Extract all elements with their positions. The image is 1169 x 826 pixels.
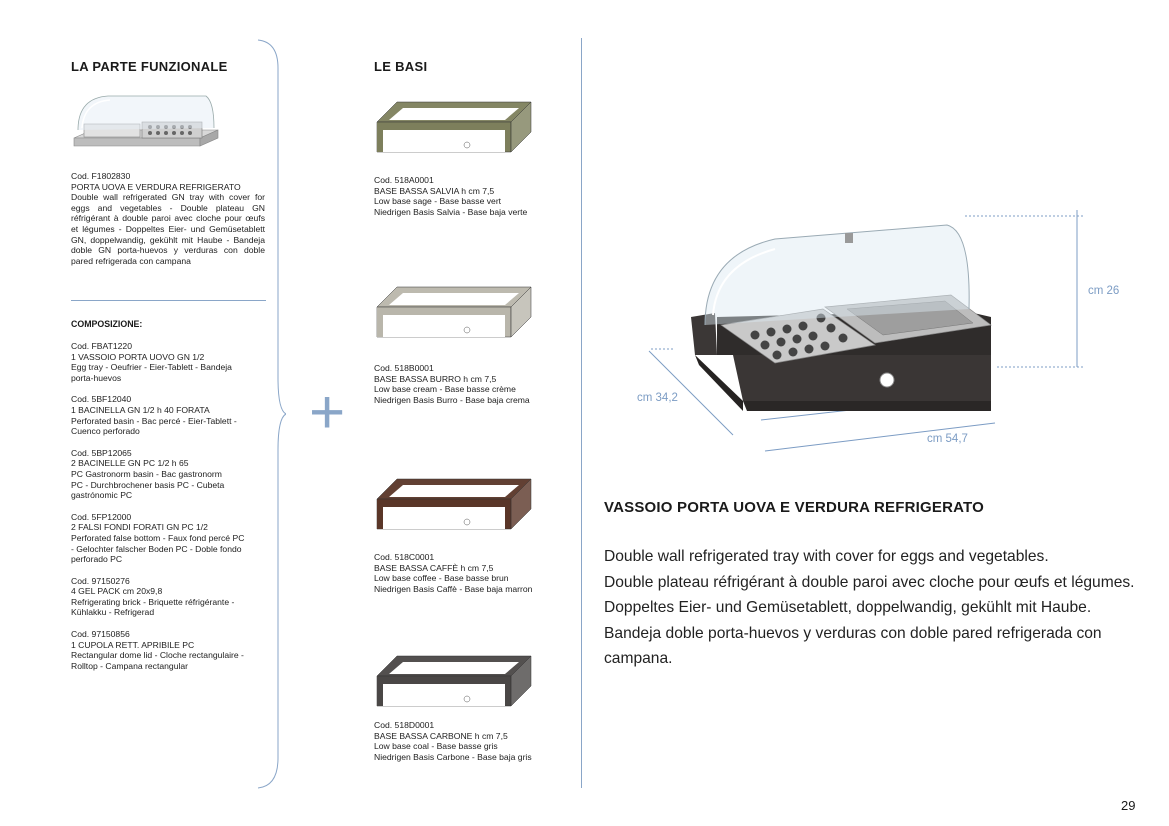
base-code: Cod. 518A0001: [374, 175, 434, 185]
product-name: PORTA UOVA E VERDURA REFRIGERATO: [71, 181, 241, 192]
component-code: Cod. 97150856: [71, 629, 130, 640]
base-image-salvia: [371, 100, 537, 162]
component-name: 2 BACINELLE GN PC 1/2 h 65: [71, 458, 189, 469]
component-item: [71, 448, 271, 501]
component-item: [71, 394, 271, 436]
base-name: BASE BASSA CARBONE h cm 7,5: [374, 730, 508, 741]
base-desc: Niedrigen Basis Burro - Base baja crema: [374, 394, 530, 405]
description-line: Doppeltes Eier- und Gemüsetablett, doppelwandig, gekühlt mit Haube.: [604, 599, 1092, 617]
plus-symbol: +: [309, 378, 346, 447]
base-frame-part: [389, 293, 519, 305]
component-name: 1 CUPOLA RETT. APRIBILE PC: [71, 639, 195, 650]
component-desc-line: porta-huevos: [71, 372, 122, 383]
base-image-burro: [371, 285, 537, 347]
component-code: Cod. 97150276: [71, 575, 130, 586]
base-image-caffe: [371, 477, 537, 539]
component-desc-line: Perforated false bottom - Faux fond percé PC: [71, 532, 245, 543]
base-desc: Low base cream - Base basse crème: [374, 384, 516, 395]
base-desc: Low base sage - Base basse vert: [374, 196, 502, 207]
component-desc-line: - Gelochter falscher Boden PC - Doble fondo: [71, 543, 242, 554]
base-frame-part: [383, 315, 505, 337]
base-frame-part: [389, 485, 519, 497]
description-line: Double wall refrigerated tray with cover for eggs and vegetables.: [604, 548, 1049, 565]
dimension-depth: cm 34,2: [637, 392, 678, 404]
base-desc: Niedrigen Basis Salvia - Base baja verte: [374, 206, 528, 217]
component-name: 2 FALSI FONDI FORATI GN PC 1/2: [71, 522, 208, 533]
page-number: 29: [1121, 798, 1136, 813]
base-item-carbone: [374, 720, 532, 762]
base-desc: Low base coal - Base basse gris: [374, 741, 498, 752]
base-image-carbone: [371, 654, 537, 716]
base-frame-part: [389, 108, 519, 120]
base-frame-part: [464, 142, 470, 148]
component-code: Cod. FBAT1220: [71, 341, 132, 351]
product-code: Cod. F1802830: [71, 171, 131, 181]
base-frame-part: [389, 662, 519, 674]
component-code: Cod. 5FP12000: [71, 511, 132, 522]
component-desc-line: PC - Durchbrochener basis PC - Cubeta: [71, 479, 225, 490]
base-frame-part: [383, 684, 505, 706]
component-item: [71, 512, 271, 565]
base-name: BASE BASSA BURRO h cm 7,5: [374, 373, 497, 384]
description-line: Bandeja doble porta-huevos y verduras con doble pared refrigerada con: [604, 624, 1102, 642]
component-desc-line: Perforated basin - Bac percé - Eier-Tablett -: [71, 415, 237, 426]
component-name: 4 GEL PACK cm 20x9,8: [71, 586, 163, 597]
component-name: 1 VASSOIO PORTA UOVO GN 1/2: [71, 351, 205, 362]
base-item-salvia: [374, 175, 527, 217]
component-desc-line: Kühlakku - Refrigerad: [71, 607, 155, 618]
base-desc: Low base coffee - Base basse brun: [374, 573, 509, 584]
base-item-caffe: [374, 552, 532, 594]
component-desc-line: Refrigerating brick - Briquette réfrigérante -: [71, 596, 235, 607]
component-desc-line: perforado PC: [71, 554, 123, 565]
main-product-title: VASSOIO PORTA UOVA E VERDURA REFRIGERATO: [604, 499, 984, 516]
base-code: Cod. 518B0001: [374, 363, 434, 373]
base-name: BASE BASSA SALVIA h cm 7,5: [374, 185, 495, 196]
base-frame-part: [464, 327, 470, 333]
composition-list: [71, 341, 271, 671]
base-item-burro: [374, 363, 530, 405]
column-divider: [581, 38, 582, 788]
base-name: BASE BASSA CAFFÈ h cm 7,5: [374, 562, 494, 573]
component-desc-line: Rolltop - Campana rectangular: [71, 660, 189, 671]
main-product-image: [625, 205, 1095, 465]
component-desc-line: Egg tray - Oeufrier - Eier-Tablett - Bandeja: [71, 362, 232, 373]
dimension-height: cm 26: [1088, 285, 1120, 297]
component-code: Cod. 5BP12065: [71, 447, 132, 458]
section-divider: [71, 300, 266, 301]
description-line: Double plateau réfrigérant à double paroi avec cloche pour œufs et légumes.: [604, 573, 1135, 591]
component-desc-line: PC Gastronorm basin - Bac gastronorm: [71, 468, 222, 479]
base-desc: Niedrigen Basis Carbone - Base baja gris: [374, 751, 532, 762]
base-code: Cod. 518D0001: [374, 720, 435, 730]
component-code: Cod. 5BF12040: [71, 394, 132, 405]
product-description: Double wall refrigerated GN tray with cover for eggs and vegetables - Double plateau GN réfrigérant à double paroi avec cloche pour œufs et légumes - Doppeltes Eier- und Gemüsetablett GN, doppelwandig, gekühlt mit Haube - Bandeja doble GN porta-huevos y verduras con doble pared refrigerada con campana: [71, 192, 265, 266]
curly-brace: [256, 38, 286, 790]
base-frame-part: [383, 507, 505, 529]
base-frame-part: [464, 519, 470, 525]
composition-heading: COMPOSIZIONE:: [71, 319, 143, 329]
description-line: campana.: [604, 650, 673, 668]
base-frame-part: [464, 696, 470, 702]
component-desc-line: gastrónomic PC: [71, 490, 133, 501]
component-desc-line: Cuenco perforado: [71, 426, 140, 437]
component-item: [71, 576, 271, 618]
base-frame-part: [383, 130, 505, 152]
product-description-block: [71, 171, 265, 266]
dimension-width: cm 54,7: [927, 433, 968, 445]
section-heading-functional: LA PARTE FUNZIONALE: [71, 59, 228, 74]
component-desc-line: Rectangular dome lid - Cloche rectangulaire -: [71, 650, 244, 661]
product-thumbnail: [68, 92, 220, 154]
component-item: [71, 341, 271, 383]
base-desc: Niedrigen Basis Caffè - Base baja marron: [374, 583, 533, 594]
main-product-description: [604, 544, 1135, 672]
section-heading-bases: LE BASI: [374, 59, 428, 74]
component-item: [71, 629, 271, 671]
base-code: Cod. 518C0001: [374, 552, 435, 562]
component-name: 1 BACINELLA GN 1/2 h 40 FORATA: [71, 404, 210, 415]
